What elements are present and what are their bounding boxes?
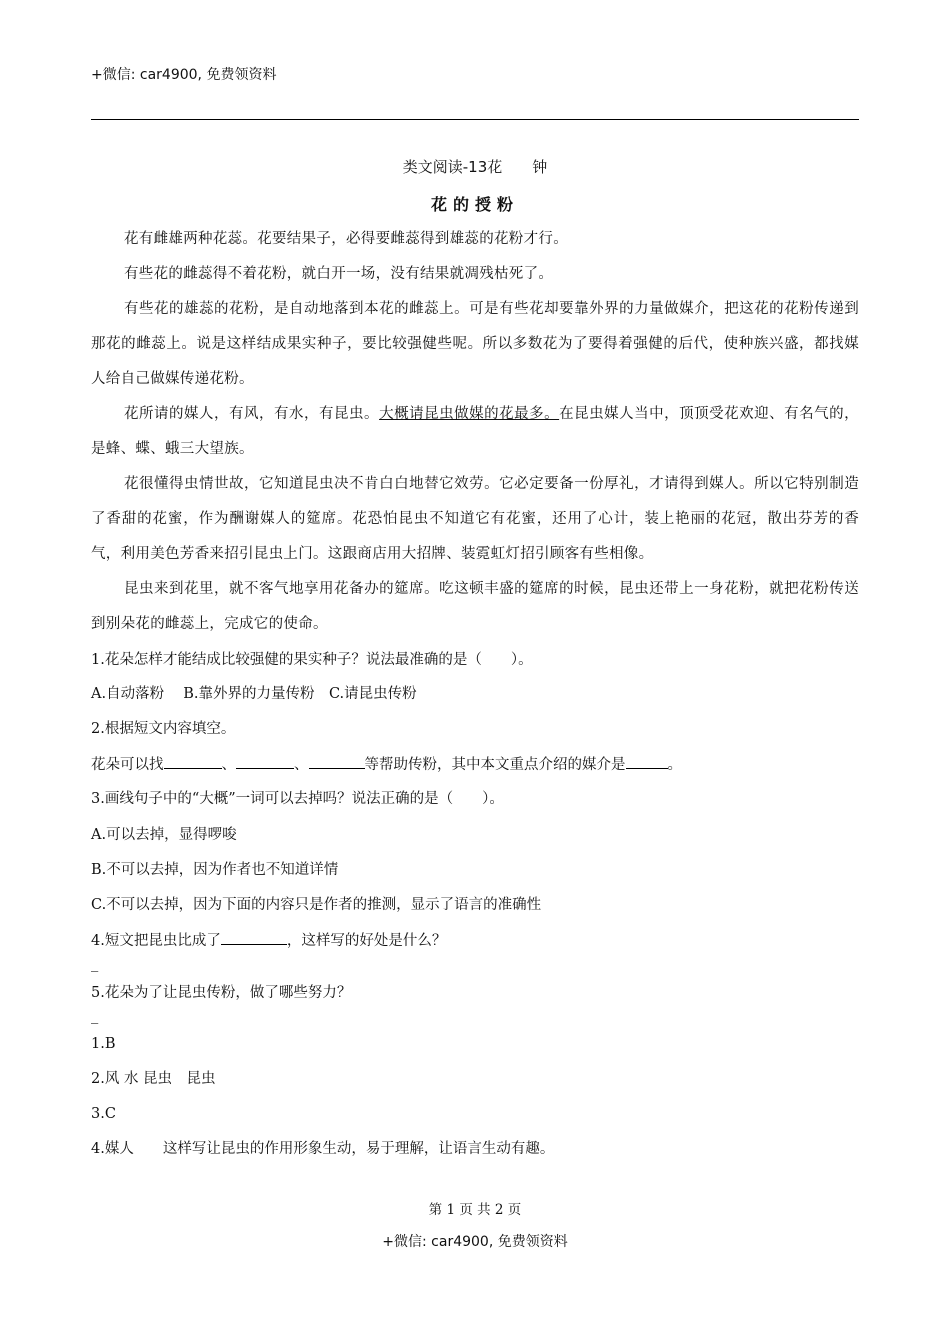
paragraph-4 [91,397,859,467]
answer-3: 3.C [91,1106,116,1122]
question-3: 3.画线句子中的“大概”一词可以去掉吗？说法正确的是（ ）。 [91,791,504,807]
answer-2: 2.风 水 昆虫 昆虫 [91,1071,216,1087]
question-4-answer-line: _ [91,956,99,972]
answer-blank[interactable] [626,754,668,769]
underlined-sentence: 大概请昆虫做媒的花最多。 [379,406,560,422]
paragraph-3: 有些花的雄蕊的花粉，是自动地落到本花的雌蕊上。可是有些花却要靠外界的力量做媒介，把这花的花粉传递到那花的雌蕊上。说是这样结成果实种子，要比较强健些呢。所以多数花为了要得着强健的后代，使种族兴盛，都找媒人给自己做媒传递花粉。 [91,301,859,387]
answer-1: 1.B [91,1036,116,1052]
paragraph-4-end: 在昆虫媒人当中，顶顶受花欢迎、有名气的，是蜂、蝶、蛾三大望族。 [91,406,859,457]
paragraph-2: 有些花的雌蕊得不着花粉，就白开一场，没有结果就凋残枯死了。 [124,266,554,282]
answer-4: 4.媒人 这样写让昆虫的作用形象生动，易于理解，让语言生动有趣。 [91,1141,555,1157]
question-4 [91,930,871,951]
paragraph-4-start: 花所请的媒人，有风，有水，有昆虫。 [124,406,380,422]
question-3-option-a: A.可以去掉，显得啰唆 [91,827,237,843]
answer-blank[interactable] [221,930,287,945]
separator: 、 [294,757,309,773]
question-2: 2.根据短文内容填空。 [91,721,236,737]
question-4-end: ，这样写的好处是什么？ [286,933,447,949]
answer-blank[interactable] [236,754,294,769]
question-2-fill [91,754,871,775]
question-3-option-c: C.不可以去掉，因为下面的内容只是作者的推测，显示了语言的准确性 [91,897,542,913]
footer-watermark: +微信: car4900, 免费领资料 [382,1234,568,1250]
answer-blank[interactable] [309,754,365,769]
question-5-answer-line: _ [91,1008,99,1024]
question-1-options: A.自动落粉 B.靠外界的力量传粉 C.请昆虫传粉 [91,686,417,702]
question-1: 1.花朵怎样才能结成比较强健的果实种子？说法最准确的是（ ）。 [91,652,533,668]
question-3-option-b: B.不可以去掉，因为作者也不知道详情 [91,862,339,878]
question-5: 5.花朵为了让昆虫传粉，做了哪些努力？ [91,985,352,1001]
passage-title: 花的授粉 [430,195,519,214]
answer-blank[interactable] [164,754,222,769]
question-2-fill-middle: 等帮助传粉，其中本文重点介绍的媒介是 [364,757,626,773]
paragraph-6: 昆虫来到花里，就不客气地享用花备办的筵席。吃这顿丰盛的筵席的时候，昆虫还带上一身花粉，就把花粉传送到别朵花的雌蕊上，完成它的使命。 [91,581,859,632]
header-rule [91,119,859,120]
header-watermark: +微信: car4900, 免费领资料 [91,67,277,83]
paragraph-1: 花有雌雄两种花蕊。花要结果子，必得要雌蕊得到雄蕊的花粉才行。 [124,231,568,247]
page-number: 第 1 页 共 2 页 [428,1202,522,1218]
question-4-start: 4.短文把昆虫比成了 [91,933,221,949]
paragraph-5: 花很懂得虫情世故，它知道昆虫决不肯白白地替它效劳。它必定要备一份厚礼，才请得到媒人。所以它特别制造了香甜的花蜜，作为酬谢媒人的筵席。花恐怕昆虫不知道它有花蜜，还用了心计，装上艳丽的花冠，散出芬芳的香气，利用美色芳香来招引昆虫上门。这跟商店用大招牌、装霓虹灯招引顾客有些相像。 [91,476,859,562]
question-2-fill-end: 。 [667,757,682,773]
question-2-fill-start: 花朵可以找 [91,757,164,773]
page-title: 类文阅读-13花 钟 [402,158,548,176]
separator: 、 [221,757,236,773]
